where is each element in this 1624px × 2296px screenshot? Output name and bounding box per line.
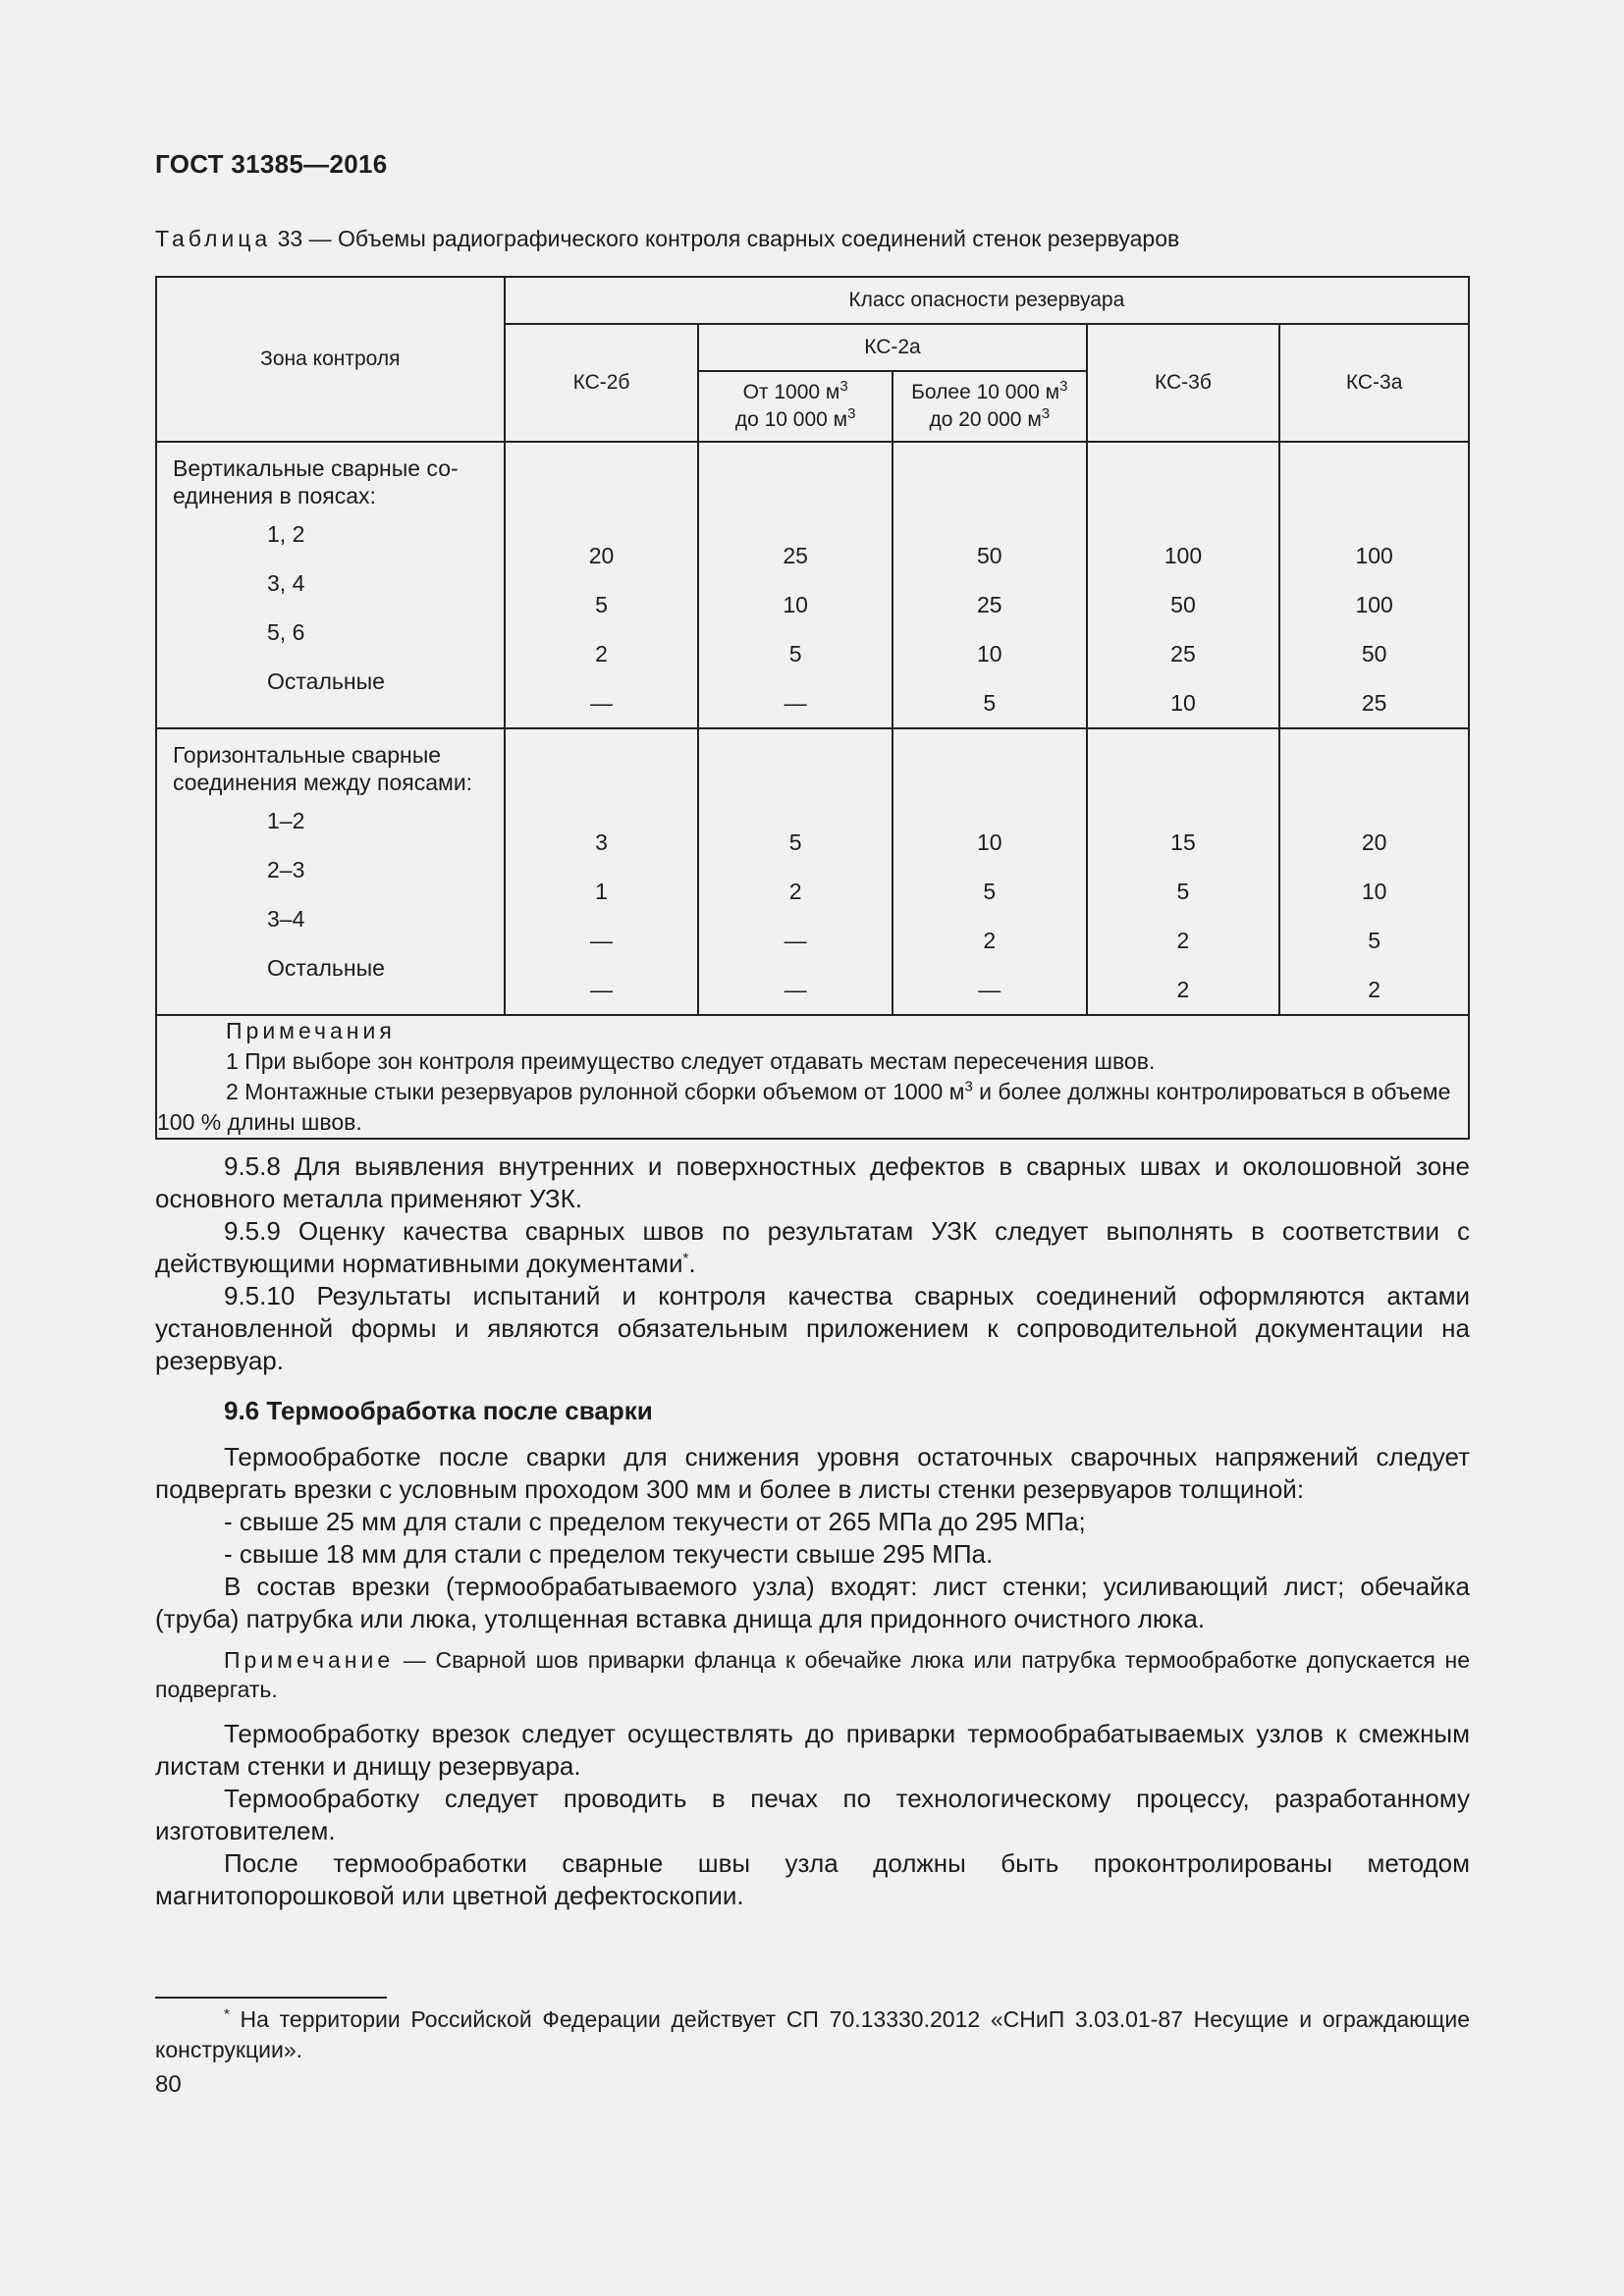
- header-zone: Зона контроля: [156, 277, 505, 442]
- superscript: 3: [1059, 378, 1068, 395]
- row-label: Остальные: [267, 668, 385, 694]
- superscript: 3: [847, 405, 856, 422]
- cell-value: 50: [1170, 592, 1196, 617]
- cell-value: 50: [1361, 641, 1387, 667]
- group-label-line: единения в поясах:: [173, 483, 376, 508]
- cell-value: 5: [1368, 928, 1381, 953]
- cell-value: 5: [983, 690, 997, 716]
- superscript: 3: [964, 1078, 973, 1095]
- cell-value: 2: [983, 928, 997, 953]
- header-hazard-class: Класс опасности резервуара: [505, 277, 1469, 324]
- cell-value: —: [784, 928, 807, 953]
- note-label: Примечание: [224, 1647, 395, 1673]
- footnote-divider: [155, 1997, 387, 1999]
- cell-value: 3: [595, 829, 608, 855]
- value-column: [1279, 728, 1469, 1015]
- header-ks2a-range-1: [698, 371, 893, 442]
- superscript: 3: [1041, 405, 1051, 422]
- cell-value: 100: [1355, 592, 1393, 617]
- row-label: Остальные: [267, 955, 385, 981]
- list-item: - свыше 18 мм для стали с пределом текучести свыше 295 МПа.: [224, 1539, 994, 1569]
- table-caption-text: 33 — Объемы радиографического контроля сварных соединений стенок резервуаров: [277, 226, 1180, 251]
- cell-value: 25: [1170, 641, 1196, 667]
- paragraph: Термообработку следует проводить в печах по технологическому процессу, разработанному изготовителем.: [155, 1784, 1470, 1845]
- cell-value: —: [590, 977, 614, 1002]
- row-label: 3–4: [267, 906, 305, 932]
- table-caption: [155, 226, 1179, 252]
- cell-value: 20: [588, 543, 615, 568]
- cell-value: 5: [788, 829, 802, 855]
- header-ks2a-range-2: [893, 371, 1087, 442]
- table-caption-label: Таблица: [155, 226, 272, 251]
- value-column: [893, 442, 1087, 728]
- cell-value: —: [978, 977, 1001, 1002]
- group-label-line: Вертикальные сварные со-: [173, 455, 459, 481]
- note-2-text-end: и более должны контролироваться в объеме 100 % длины швов.: [157, 1079, 1451, 1135]
- notes-title: Примечания: [226, 1018, 396, 1043]
- group-label: [157, 729, 504, 796]
- list-item: - свыше 25 мм для стали с пределом текучести от 265 МПа до 295 МПа;: [224, 1507, 1086, 1536]
- row-label: 1, 2: [267, 521, 305, 547]
- footnote-mark: *: [224, 2005, 230, 2023]
- paragraph: В состав врезки (термообрабатываемого узла) входят: лист стенки; усиливающий лист; обечайка (труба) патрубка или люка, утолщенная вставка днища для придонного очистного люка.: [155, 1572, 1470, 1633]
- row-label: 3, 4: [267, 570, 305, 596]
- note-2: [157, 1077, 1468, 1138]
- value-column: [893, 728, 1087, 1015]
- footnote-mark: *: [682, 1250, 689, 1267]
- cell-value: 2: [788, 879, 802, 904]
- range-2-line-1: Более 10 000 м: [911, 381, 1060, 403]
- cell-value: 5: [788, 641, 802, 667]
- row-label: 1–2: [267, 808, 305, 833]
- row-label: 5, 6: [267, 619, 305, 645]
- group-label: [157, 443, 504, 509]
- note-text: — Сварной шов приварки фланца к обечайке люка или патрубка термообработке допускается не подвергать.: [155, 1647, 1470, 1702]
- paragraph: Термообработке после сварки для снижения уровня остаточных сварочных напряжений следует подвергать врезки с условным проходом 300 мм и более в листы стенки резервуаров толщиной:: [155, 1442, 1470, 1504]
- cell-value: 10: [783, 592, 808, 617]
- body-text: [155, 1150, 1470, 1912]
- superscript: 3: [839, 378, 848, 395]
- cell-value: 2: [1176, 928, 1190, 953]
- section-heading-9-6: 9.6 Термообработка после сварки: [224, 1396, 653, 1425]
- zone-cell: [156, 442, 505, 728]
- cell-value: —: [590, 928, 614, 953]
- table-group-horizontal: [156, 728, 1469, 1015]
- paragraph-9-5-8: 9.5.8 Для выявления внутренних и поверхностных дефектов в сварных швах и околошовной зоне основного металла применяют УЗК.: [155, 1151, 1470, 1213]
- cell-value: 10: [1361, 879, 1387, 904]
- cell-value: 1: [595, 879, 608, 904]
- cell-value: 5: [595, 592, 608, 617]
- footnote-text: На территории Российской Федерации действует СП 70.13330.2012 «СНиП 3.03.01-87 Несущие и ограждающие конструкции».: [155, 2006, 1470, 2062]
- note: [155, 1645, 1470, 1704]
- header-ks2a: КС-2а: [698, 324, 1086, 371]
- range-2-line-2: до 20 000 м: [929, 408, 1042, 431]
- cell-value: 15: [1170, 829, 1196, 855]
- cell-value: —: [784, 690, 807, 716]
- cell-value: 10: [1170, 690, 1196, 716]
- value-column: [1279, 442, 1469, 728]
- group-label-line: Горизонтальные сварные: [173, 742, 442, 768]
- value-column: [1087, 728, 1280, 1015]
- inspection-volume-table: [155, 276, 1470, 1140]
- cell-value: 10: [977, 829, 1002, 855]
- value-column: [698, 442, 893, 728]
- value-column: [505, 728, 699, 1015]
- value-column: [505, 442, 699, 728]
- value-column: [1087, 442, 1280, 728]
- note-1: 1 При выборе зон контроля преимущество следует отдавать местам пересечения швов.: [226, 1048, 1156, 1074]
- header-ks3a: КС-3а: [1279, 324, 1469, 442]
- paragraph-9-5-10: 9.5.10 Результаты испытаний и контроля качества сварных соединений оформляются актами установленной формы и являются обязательным приложением к сопроводительной документации на резервуар.: [155, 1281, 1470, 1375]
- table-notes: [156, 1015, 1469, 1139]
- cell-value: 25: [783, 543, 808, 568]
- cell-value: —: [590, 690, 614, 716]
- paragraph: После термообработки сварные швы узла должны быть проконтролированы методом магнитопорошковой или цветной дефектоскопии.: [155, 1848, 1470, 1910]
- cell-value: 2: [1368, 977, 1381, 1002]
- zone-cell: [156, 728, 505, 1015]
- paragraph: Термообработку врезок следует осуществлять до приварки термообрабатываемых узлов к смежным листам стенки и днищу резервуара.: [155, 1719, 1470, 1781]
- value-column: [698, 728, 893, 1015]
- cell-value: 5: [983, 879, 997, 904]
- cell-value: 10: [977, 641, 1002, 667]
- paragraph-end: .: [688, 1249, 696, 1278]
- cell-value: 50: [977, 543, 1002, 568]
- table-group-vertical: [156, 442, 1469, 728]
- group-label-line: соединения между поясами:: [173, 770, 473, 795]
- cell-value: 100: [1355, 543, 1393, 568]
- paragraph-9-5-9: [155, 1215, 1470, 1280]
- range-1-line-2: до 10 000 м: [734, 408, 848, 431]
- paragraph-text: 9.5.9 Оценку качества сварных швов по результатам УЗК следует выполнять в соответствии с действующими нормативными документами: [155, 1216, 1470, 1278]
- header-ks2b: КС-2б: [505, 324, 699, 442]
- range-1-line-1: От 1000 м: [742, 381, 840, 403]
- document-code: ГОСТ 31385—2016: [155, 149, 388, 179]
- cell-value: 25: [1361, 690, 1387, 716]
- cell-value: 5: [1176, 879, 1190, 904]
- header-ks3b: КС-3б: [1087, 324, 1280, 442]
- cell-value: 25: [977, 592, 1002, 617]
- row-label: 2–3: [267, 857, 305, 882]
- cell-value: 2: [1176, 977, 1190, 1002]
- footnote: [155, 2004, 1470, 2065]
- cell-value: 100: [1164, 543, 1203, 568]
- cell-value: —: [784, 977, 807, 1002]
- cell-value: 2: [595, 641, 608, 667]
- note-2-text: 2 Монтажные стыки резервуаров рулонной сборки объемом от 1000 м: [226, 1079, 965, 1104]
- cell-value: 20: [1361, 829, 1387, 855]
- page-number: 80: [155, 2071, 182, 2098]
